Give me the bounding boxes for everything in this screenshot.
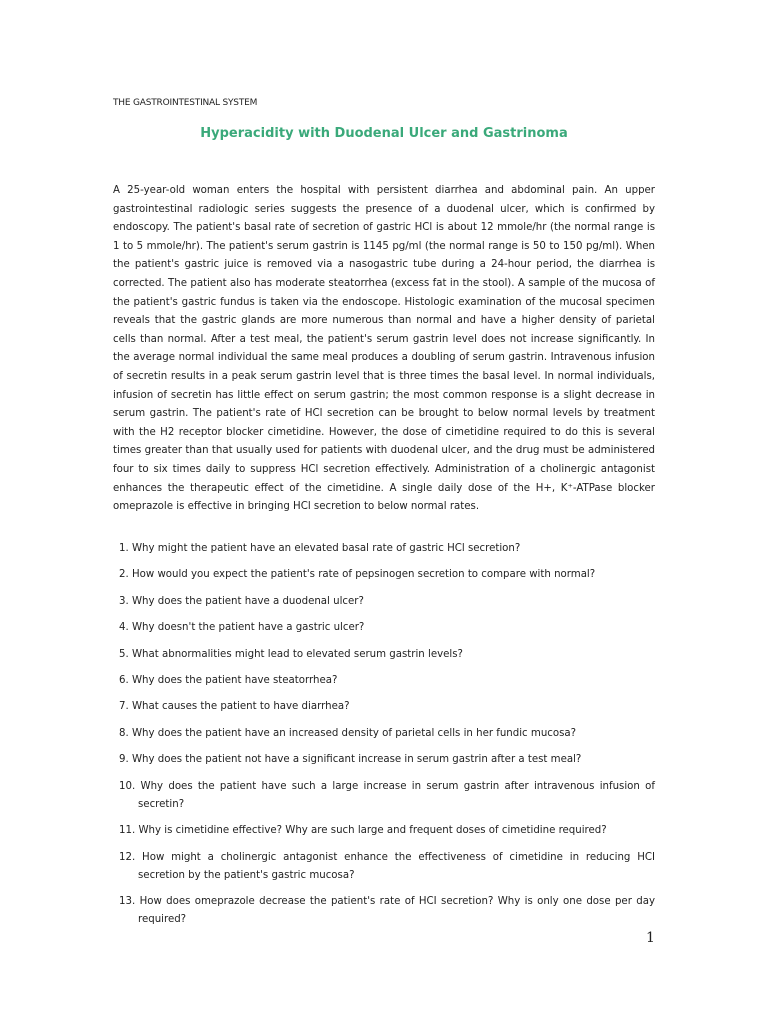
- question-text: How might a cholinergic antagonist enhance the effectiveness of cimetidine in reducing HCI secretion by the patient's gastric mucosa?: [138, 851, 655, 881]
- question-text: Why does the patient have an increased density of parietal cells in her fundic mucosa?: [131, 727, 577, 739]
- question-number: 8.: [119, 727, 129, 739]
- question-number: 11.: [119, 825, 136, 837]
- question-text: Why is cimetidine effective? Why are such large and frequent doses of cimetidine required?: [138, 825, 607, 837]
- question-text: Why might the patient have an elevated basal rate of gastric HCl secretion?: [131, 543, 521, 554]
- document-title: Hyperacidity with Duodenal Ulcer and Gastrinoma: [200, 126, 568, 141]
- question-number: 3.: [119, 595, 129, 607]
- section-label: THE GASTROINTESTINAL SYSTEM: [113, 98, 258, 108]
- question-number: 13.: [119, 896, 136, 908]
- question-item: [119, 849, 655, 885]
- question-number: 1.: [119, 543, 129, 554]
- question-text: How does omeprazole decrease the patient's rate of HCI secretion? Why is only one dose per day required?: [138, 896, 655, 926]
- question-item: [119, 672, 655, 690]
- question-item: [119, 593, 655, 611]
- question-text: How would you expect the patient's rate of pepsinogen secretion to compare with normal?: [131, 569, 596, 581]
- case-description: A 25-year-old woman enters the hospital with persistent diarrhea and abdominal pain. An upper gastrointestinal radiologic series suggests the presence of a duodenal ulcer, which is confirmed by endoscopy. The patient's basal rate of secretion of gastric HCl is about 12 mmole/hr (the normal range is 1 to 5 mmole/hr). The patient's serum gastrin is 1145 pg/ml (the normal range is 50 to 150 pg/ml). When the patient's gastric juice is removed via a nasogastric tube during a 24-hour period, the diarrhea is corrected. The patient also has moderate steatorrhea (excess fat in the stool). A sample of the mucosa of the patient's gastric fundus is taken via the endoscope. Histologic examination of the mucosal specimen reveals that the gastric glands are more numerous than normal and have a higher density of parietal cells than normal. After a test meal, the patient's serum gastrin level does not increase significantly. In the average normal individual the same meal produces a doubling of serum gastrin. Intravenous infusion of secretin results in a peak serum gastrin level that is three times the basal level. In normal individuals, infusion of secretin has little effect on serum gastrin; the most common response is a slight decrease in serum gastrin. The patient's rate of HCl secretion can be brought to below normal levels by treatment with the H2 receptor blocker cimetidine. However, the dose of cimetidine required to do this is several times greater than that usually used for patients with duodenal ulcer, and the drug must be administered four to six times daily to suppress HCl secretion effectively. Administration of a cholinergic antagonist enhances the therapeutic effect of the cimetidine. A single daily dose of the H+, K⁺-ATPase blocker omeprazole is effective in bringing HCl secretion to below normal rates.: [113, 185, 655, 513]
- question-number: 9.: [119, 754, 129, 766]
- question-item: [119, 893, 655, 929]
- question-item: [119, 751, 655, 769]
- question-list: [119, 540, 655, 938]
- question-item: [119, 646, 655, 664]
- question-text: Why does the patient not have a significant increase in serum gastrin after a test meal?: [131, 754, 582, 766]
- question-number: 6.: [119, 674, 129, 686]
- question-item: [119, 698, 655, 716]
- question-item: [119, 778, 655, 814]
- question-number: 12.: [119, 851, 136, 863]
- question-text: What causes the patient to have diarrhea?: [131, 701, 350, 713]
- question-text: Why does the patient have such a large increase in serum gastrin after intravenous infusion of secretin?: [138, 780, 655, 810]
- question-number: 7.: [119, 701, 129, 713]
- question-text: What abnormalities might lead to elevated serum gastrin levels?: [131, 648, 463, 660]
- question-item: [119, 822, 655, 840]
- question-item: [119, 725, 655, 743]
- question-text: Why does the patient have a duodenal ulcer?: [131, 595, 364, 607]
- question-text: Why does the patient have steatorrhea?: [131, 674, 338, 686]
- page-number: 1: [646, 930, 655, 946]
- question-number: 4.: [119, 622, 129, 634]
- question-text: Why doesn't the patient have a gastric ulcer?: [131, 622, 365, 634]
- question-item: [119, 566, 655, 584]
- question-number: 5.: [119, 648, 129, 660]
- question-number: 2.: [119, 569, 129, 581]
- question-item: [119, 540, 655, 558]
- question-number: 10.: [119, 780, 136, 792]
- question-item: [119, 619, 655, 637]
